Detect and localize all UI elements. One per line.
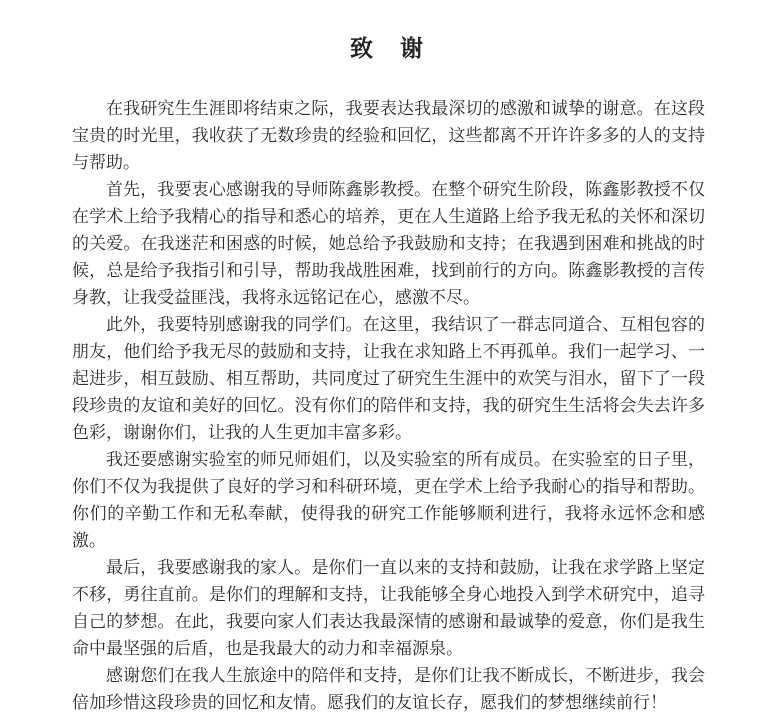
paragraph-classmates-thanks: 此外，我要特别感谢我的同学们。在这里，我结识了一群志同道合、互相包容的朋友，他们给予我无尽的鼓励和支持，让我在求知路上不再孤单。我们一起学习、一起进步，相互鼓励、相互帮助，共同度过了研究生生涯中的欢笑与泪水，留下了一段段珍贵的友谊和美好的回忆。没有你们的陪伴和支持，我的研究生生活将会失去许多色彩，谢谢你们，让我的人生更加丰富多彩。 bbox=[72, 315, 705, 442]
page-title: 致 谢 bbox=[350, 36, 425, 61]
document-body bbox=[72, 95, 705, 716]
paragraph-advisor-thanks: 首先，我要衷心感谢我的导师陈鑫影教授。在整个研究生阶段，陈鑫影教授不仅在学术上给予我精心的指导和悉心的培养，更在人生道路上给予我无私的关怀和深切的关爱。在我迷茫和困惑的时候，她总给予我鼓励和支持；在我遇到困难和挑战的时候，总是给予我指引和引导，帮助我战胜困难，找到前行的方向。陈鑫影教授的言传身教，让我受益匪浅，我将永远铭记在心，感激不尽。 bbox=[72, 180, 705, 307]
paragraph-intro: 在我研究生生涯即将结束之际，我要表达我最深切的感激和诚挚的谢意。在这段宝贵的时光里，我收获了无数珍贵的经验和回忆，这些都离不开许许多多的人的支持与帮助。 bbox=[72, 99, 705, 172]
paragraph-labmates-thanks: 我还要感谢实验室的师兄师姐们，以及实验室的所有成员。在实验室的日子里，你们不仅为我提供了良好的学习和科研环境，更在学术上给予我耐心的指导和帮助。你们的辛勤工作和无私奉献，使得我的研究工作能够顺利进行，我将永远怀念和感激。 bbox=[72, 450, 705, 550]
paragraph-family-thanks: 最后，我要感谢我的家人。是你们一直以来的支持和鼓励，让我在求学路上坚定不移，勇往直前。是你们的理解和支持，让我能够全身心地投入到学术研究中，追寻自己的梦想。在此，我要向家人们表达我最深情的感谢和最诚挚的爱意，你们是我生命中最坚强的后盾，也是我最大的动力和幸福源泉。 bbox=[72, 558, 705, 658]
paragraph-closing: 感谢您们在我人生旅途中的陪伴和支持，是你们让我不断成长，不断进步，我会倍加珍惜这段珍贵的回忆和友情。愿我们的友谊长存，愿我们的梦想继续前行！ bbox=[72, 666, 705, 712]
